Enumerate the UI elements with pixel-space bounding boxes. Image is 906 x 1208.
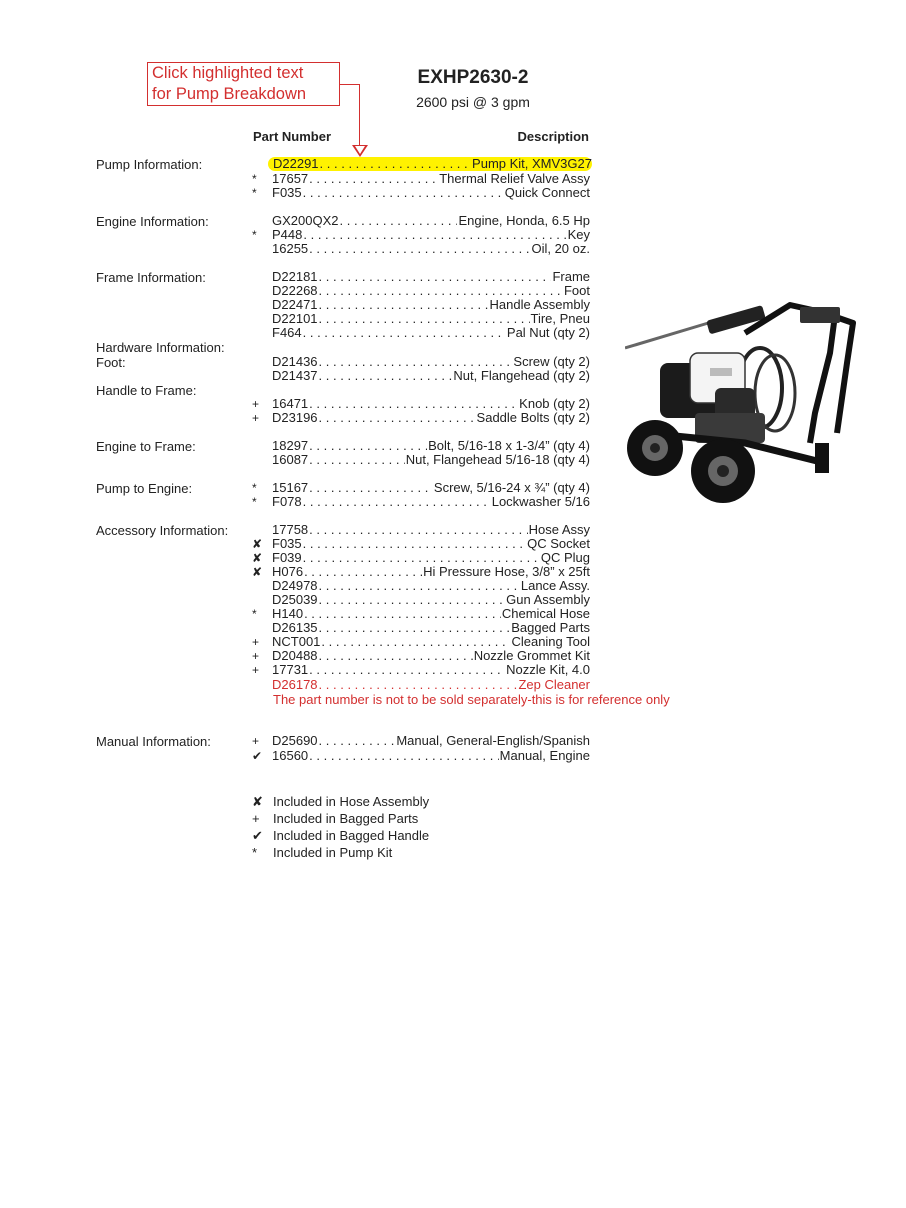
part-number: H140 — [272, 606, 304, 621]
part-number: D26135 — [272, 620, 318, 635]
row-mark: * — [252, 172, 257, 186]
part-description: Engine, Honda, 6.5 Hp — [458, 213, 590, 228]
part-row — [252, 565, 590, 579]
part-row — [252, 537, 590, 551]
part-description: Manual, Engine — [499, 748, 590, 763]
part-row — [252, 734, 590, 748]
description-header: Description — [517, 129, 589, 144]
part-row — [252, 214, 590, 228]
section-manual-label: Manual Information: — [96, 734, 211, 749]
part-row — [252, 523, 590, 537]
part-description: Chemical Hose — [501, 606, 590, 621]
row-mark: * — [252, 481, 257, 495]
part-description: Nut, Flangehead (qty 2) — [453, 368, 590, 383]
section-accessory-label: Accessory Information: — [96, 523, 229, 538]
section-engine-to-frame-label: Engine to Frame: — [96, 439, 196, 454]
part-description: Saddle Bolts (qty 2) — [476, 410, 590, 425]
section-pump-to-engine-label: Pump to Engine: — [96, 481, 193, 496]
section-handle-to-frame-label: Handle to Frame: — [96, 383, 197, 398]
part-description: Foot — [563, 283, 590, 298]
part-row — [252, 607, 590, 621]
callout-arrow-icon-inner — [355, 146, 365, 154]
part-description: Knob (qty 2) — [519, 396, 590, 411]
legend-mark: * — [252, 845, 258, 860]
part-row — [252, 369, 590, 383]
part-number: F078 — [272, 494, 302, 509]
part-row — [252, 298, 590, 312]
section-hardware-label: Hardware Information: — [96, 340, 225, 355]
part-row — [252, 649, 590, 663]
legend-mark: + — [252, 811, 260, 826]
part-description: Bagged Parts — [511, 620, 590, 635]
part-row — [252, 663, 590, 677]
part-row — [252, 172, 590, 186]
legend-text: Included in Pump Kit — [273, 845, 393, 860]
part-number: F035 — [272, 185, 302, 200]
part-number: NCT001 — [272, 634, 321, 649]
legend-mark: ✔ — [252, 828, 263, 843]
legend-item — [252, 794, 429, 810]
part-row — [252, 593, 590, 607]
section-engine-label: Engine Information: — [96, 214, 209, 229]
section-frame-label: Frame Information: — [96, 270, 206, 285]
part-number: 15167 — [272, 480, 309, 495]
part-number: D25039 — [272, 592, 318, 607]
row-mark: + — [252, 663, 260, 677]
row-mark: + — [252, 397, 260, 411]
legend-item — [252, 845, 392, 860]
part-number: D21437 — [272, 368, 318, 383]
part-number: D25690 — [272, 733, 318, 748]
part-number: D23196 — [272, 410, 318, 425]
part-row — [252, 481, 590, 495]
part-row — [252, 397, 590, 411]
part-row-reference — [252, 678, 590, 692]
part-number: 17731 — [272, 662, 309, 677]
reference-note: The part number is not to be sold separately-this is for reference only — [273, 692, 670, 707]
callout-line-2: for Pump Breakdown — [152, 85, 307, 103]
part-description: Tire, Pneu — [530, 311, 590, 326]
part-number: D24978 — [272, 578, 318, 593]
part-number: GX200QX2 — [272, 213, 339, 228]
part-description: Cleaning Tool — [511, 634, 590, 649]
row-mark: * — [252, 495, 257, 509]
model-title: EXHP2630-2 — [417, 67, 529, 88]
part-description: QC Plug — [540, 550, 590, 565]
row-mark: + — [252, 635, 260, 649]
part-number: D22101 — [272, 311, 318, 326]
pump-breakdown-callout — [147, 62, 340, 106]
part-description: Zep Cleaner — [518, 677, 590, 692]
part-description: Manual, General-English/Spanish — [396, 733, 590, 748]
callout-line-1: Click highlighted text — [152, 64, 304, 82]
part-number: F464 — [272, 325, 302, 340]
part-row — [252, 749, 590, 763]
model-subtitle: 2600 psi @ 3 gpm — [416, 94, 530, 110]
part-row — [252, 355, 590, 369]
row-mark: ✔ — [252, 749, 263, 763]
part-description: Nozzle Grommet Kit — [473, 648, 590, 663]
legend-mark: ✘ — [252, 794, 263, 809]
part-description: Gun Assembly — [506, 592, 590, 607]
part-description: Bolt, 5/16-18 x 1-3/4” (qty 4) — [428, 438, 590, 453]
part-row — [252, 579, 590, 593]
part-number: F035 — [272, 536, 302, 551]
part-row-pump-kit-link[interactable] — [268, 157, 592, 171]
part-description: Hi Pressure Hose, 3/8” x 25ft — [423, 564, 590, 579]
part-description: Nozzle Kit, 4.0 — [506, 662, 590, 677]
part-number: 18297 — [272, 438, 309, 453]
part-number: 16560 — [272, 748, 309, 763]
part-row — [252, 326, 590, 340]
section-foot-label: Foot: — [96, 355, 126, 370]
part-number: 16471 — [272, 396, 309, 411]
part-number: H076 — [272, 564, 304, 579]
row-mark: * — [252, 228, 257, 242]
part-description: Oil, 20 oz. — [531, 241, 590, 256]
part-number: D20488 — [272, 648, 318, 663]
part-description: Pal Nut (qty 2) — [506, 325, 590, 340]
part-description: Key — [567, 227, 590, 242]
part-description: Lockwasher 5/16 — [491, 494, 590, 509]
part-number: P448 — [272, 227, 303, 242]
legend-text: Included in Bagged Parts — [273, 811, 419, 826]
part-description: Screw, 5/16-24 x ¾” (qty 4) — [433, 480, 590, 495]
part-row — [252, 453, 590, 467]
part-description: QC Socket — [527, 536, 590, 551]
part-number: D22181 — [272, 269, 318, 284]
row-mark: ✘ — [252, 551, 263, 565]
part-description: Nut, Flangehead 5/16-18 (qty 4) — [405, 452, 590, 467]
part-description: Screw (qty 2) — [513, 354, 590, 369]
part-row — [252, 621, 590, 635]
part-description: Quick Connect — [504, 185, 590, 200]
part-description: Lance Assy. — [520, 578, 590, 593]
legend-text: Included in Hose Assembly — [273, 794, 430, 809]
part-description: Thermal Relief Valve Assy — [439, 171, 590, 186]
part-row — [252, 228, 590, 242]
row-mark: * — [252, 186, 257, 200]
row-mark: ✘ — [252, 565, 263, 579]
part-row — [252, 635, 590, 649]
part-row — [252, 242, 590, 256]
callout-connector — [340, 84, 360, 85]
part-row — [252, 284, 590, 298]
part-number: D22268 — [272, 283, 318, 298]
row-mark: ✘ — [252, 537, 263, 551]
part-number: F039 — [272, 550, 302, 565]
part-row — [252, 411, 590, 425]
legend-text: Included in Bagged Handle — [273, 828, 430, 843]
part-number: D22291 — [273, 156, 319, 171]
part-number: 16087 — [272, 452, 309, 467]
legend-item — [252, 811, 418, 826]
legend-item — [252, 828, 429, 844]
part-description: Frame — [552, 269, 590, 284]
part-number: 17657 — [272, 171, 309, 186]
row-mark: + — [252, 734, 260, 748]
part-description: Hose Assy — [528, 522, 590, 537]
part-row — [252, 495, 590, 509]
part-number: 16255 — [272, 241, 309, 256]
part-row — [252, 551, 590, 565]
part-row — [252, 312, 590, 326]
row-mark: * — [252, 607, 257, 621]
part-row — [252, 439, 590, 453]
pressure-washer-image — [625, 293, 870, 508]
part-number: D26178 — [272, 677, 318, 692]
part-description: Pump Kit, XMV3G27 — [472, 156, 592, 171]
row-mark: + — [252, 649, 260, 663]
part-row — [252, 186, 590, 200]
part-number-header: Part Number — [253, 129, 332, 144]
part-row — [252, 270, 590, 284]
section-pump-label: Pump Information: — [96, 157, 203, 172]
part-number: D21436 — [272, 354, 318, 369]
row-mark: + — [252, 411, 260, 425]
part-number: 17758 — [272, 522, 309, 537]
part-number: D22471 — [272, 297, 318, 312]
part-description: Handle Assembly — [489, 297, 590, 312]
